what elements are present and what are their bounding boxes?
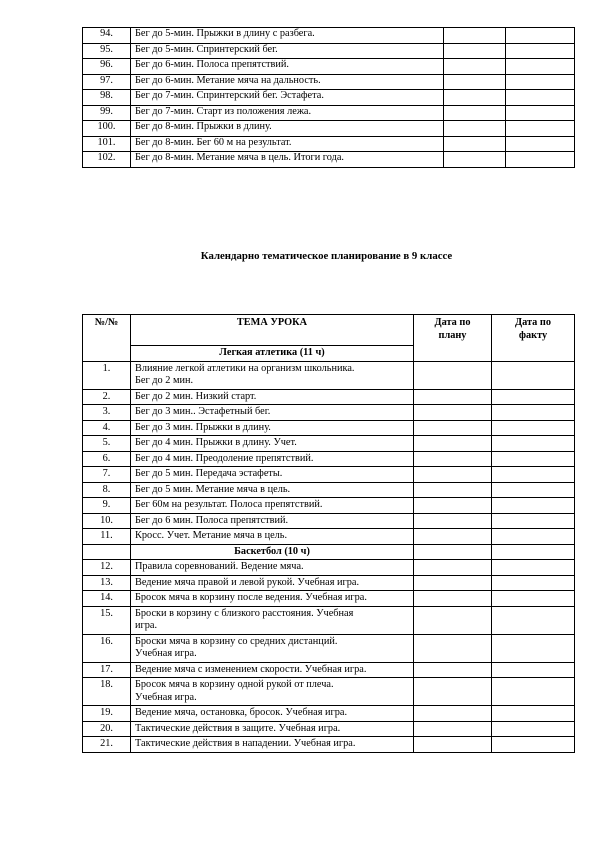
lesson-number: 94. <box>83 28 131 44</box>
lesson-number: 12. <box>83 560 131 576</box>
fact-date-cell <box>492 405 575 421</box>
lesson-number: 96. <box>83 59 131 75</box>
fact-date-cell <box>492 389 575 405</box>
table-row <box>83 28 575 44</box>
header-topic: ТЕМА УРОКА <box>131 315 414 346</box>
lesson-topic <box>131 634 414 662</box>
header-fact-line1: Дата по <box>515 317 551 328</box>
plan-date-cell <box>414 420 492 436</box>
fact-date-cell <box>492 606 575 634</box>
lesson-number: 13. <box>83 575 131 591</box>
fact-date-cell <box>492 420 575 436</box>
lesson-topic-line2: Учебная игра. <box>135 691 197 703</box>
fact-date-cell <box>506 43 575 59</box>
lesson-number: 11. <box>83 529 131 545</box>
section-number-cell <box>83 544 131 560</box>
table-row <box>83 575 575 591</box>
lesson-topic: Бег до 2 мин. Низкий старт. <box>131 389 414 405</box>
plan-date-cell <box>414 706 492 722</box>
table-row <box>83 737 575 753</box>
plan-date-cell <box>414 405 492 421</box>
table-header-row <box>83 315 575 346</box>
lesson-topic: Бег до 6-мин. Метание мяча на дальность. <box>131 74 444 90</box>
plan-date-cell <box>414 436 492 452</box>
lesson-number: 6. <box>83 451 131 467</box>
plan-date-cell <box>414 361 492 389</box>
lesson-topic: Бег до 8-мин. Бег 60 м на результат. <box>131 136 444 152</box>
lesson-topic: Бег до 6-мин. Полоса препятствий. <box>131 59 444 75</box>
lesson-number: 100. <box>83 121 131 137</box>
table-row <box>83 105 575 121</box>
table-row <box>83 591 575 607</box>
lesson-topic: Бросок мяча в корзину после ведения. Учебная игра. <box>131 591 414 607</box>
lesson-topic: Бег до 3 мин.. Эстафетный бег. <box>131 405 414 421</box>
table-row <box>83 136 575 152</box>
table-row <box>83 606 575 634</box>
plan-date-cell <box>414 529 492 545</box>
previous-page-table <box>82 27 575 168</box>
plan-date-cell <box>444 121 506 137</box>
header-number: №/№ <box>83 315 131 362</box>
fact-date-cell <box>506 105 575 121</box>
lesson-number: 10. <box>83 513 131 529</box>
lesson-topic: Бег до 5-мин. Прыжки в длину с разбега. <box>131 28 444 44</box>
lesson-number: 95. <box>83 43 131 59</box>
lesson-number: 17. <box>83 662 131 678</box>
table-row <box>83 121 575 137</box>
fact-date-cell <box>492 529 575 545</box>
plan-date-cell <box>414 513 492 529</box>
lesson-topic: Кросс. Учет. Метание мяча в цель. <box>131 529 414 545</box>
table-row <box>83 560 575 576</box>
header-fact-line2: факту <box>518 329 548 341</box>
lesson-number: 102. <box>83 152 131 168</box>
fact-date-cell <box>506 136 575 152</box>
lesson-number: 101. <box>83 136 131 152</box>
lesson-number: 98. <box>83 90 131 106</box>
lesson-topic: Бег 60м на результат. Полоса препятствий. <box>131 498 414 514</box>
fact-date-cell <box>492 513 575 529</box>
header-plan-date <box>414 315 492 362</box>
lesson-topic: Бег до 4 мин. Преодоление препятствий. <box>131 451 414 467</box>
plan-date-cell <box>414 544 492 560</box>
lesson-topic: Бег до 4 мин. Прыжки в длину. Учет. <box>131 436 414 452</box>
lesson-number: 99. <box>83 105 131 121</box>
lesson-topic <box>131 361 414 389</box>
lesson-topic <box>131 606 414 634</box>
lesson-topic-line1: Броски в корзину с близкого расстояния. Учебная <box>135 607 354 619</box>
lesson-number: 16. <box>83 634 131 662</box>
plan-date-cell <box>444 59 506 75</box>
fact-date-cell <box>492 634 575 662</box>
table-row <box>83 152 575 168</box>
lesson-topic: Бег до 5 мин. Передача эстафеты. <box>131 467 414 483</box>
lesson-number: 4. <box>83 420 131 436</box>
fact-date-cell <box>506 59 575 75</box>
lesson-number: 9. <box>83 498 131 514</box>
plan-date-cell <box>444 74 506 90</box>
table-row <box>83 436 575 452</box>
plan-date-cell <box>444 152 506 168</box>
header-plan-line2: плану <box>438 329 467 341</box>
lesson-topic <box>131 678 414 706</box>
fact-date-cell <box>506 74 575 90</box>
lesson-topic-line1: Броски мяча в корзину со средних дистанций. <box>135 635 338 647</box>
plan-date-cell <box>414 389 492 405</box>
plan-date-cell <box>414 606 492 634</box>
lesson-number: 8. <box>83 482 131 498</box>
lesson-topic: Ведение мяча, остановка, бросок. Учебная игра. <box>131 706 414 722</box>
fact-date-cell <box>492 436 575 452</box>
plan-date-cell <box>414 575 492 591</box>
table-row <box>83 706 575 722</box>
table-row <box>83 389 575 405</box>
fact-date-cell <box>492 560 575 576</box>
lesson-number: 15. <box>83 606 131 634</box>
lesson-topic: Бег до 8-мин. Метание мяча в цель. Итоги года. <box>131 152 444 168</box>
plan-date-cell <box>444 90 506 106</box>
fact-date-cell <box>492 706 575 722</box>
plan-date-cell <box>414 560 492 576</box>
lesson-topic: Тактические действия в нападении. Учебная игра. <box>131 737 414 753</box>
fact-date-cell <box>492 361 575 389</box>
plan-date-cell <box>414 451 492 467</box>
fact-date-cell <box>492 467 575 483</box>
table-row <box>83 90 575 106</box>
lesson-topic: Бег до 5 мин. Метание мяча в цель. <box>131 482 414 498</box>
plan-date-cell <box>414 482 492 498</box>
lesson-number: 2. <box>83 389 131 405</box>
plan-date-cell <box>444 28 506 44</box>
plan-date-cell <box>414 662 492 678</box>
table-row <box>83 482 575 498</box>
table-row <box>83 420 575 436</box>
lesson-topic: Бег до 7-мин. Старт из положения лежа. <box>131 105 444 121</box>
table-row <box>83 721 575 737</box>
table-row <box>83 634 575 662</box>
table-row <box>83 405 575 421</box>
fact-date-cell <box>506 121 575 137</box>
fact-date-cell <box>492 591 575 607</box>
plan-date-cell <box>414 467 492 483</box>
table-row <box>83 678 575 706</box>
lesson-topic: Ведение мяча с изменением скорости. Учебная игра. <box>131 662 414 678</box>
fact-date-cell <box>506 152 575 168</box>
plan-date-cell <box>444 43 506 59</box>
lesson-number: 1. <box>83 361 131 389</box>
fact-date-cell <box>492 498 575 514</box>
lesson-number: 14. <box>83 591 131 607</box>
lesson-topic-line2: Бег до 2 мин. <box>135 375 194 386</box>
table-row <box>83 43 575 59</box>
lesson-topic: Ведение мяча правой и левой рукой. Учебная игра. <box>131 575 414 591</box>
lesson-number: 97. <box>83 74 131 90</box>
table-row <box>83 513 575 529</box>
plan-date-cell <box>414 634 492 662</box>
page-title <box>0 250 595 262</box>
header-plan-line1: Дата по <box>434 317 471 328</box>
plan-date-cell <box>414 591 492 607</box>
lesson-topic: Тактические действия в защите. Учебная игра. <box>131 721 414 737</box>
fact-date-cell <box>492 678 575 706</box>
plan-date-cell <box>444 105 506 121</box>
fact-date-cell <box>492 451 575 467</box>
fact-date-cell <box>506 28 575 44</box>
fact-date-cell <box>492 544 575 560</box>
lesson-topic: Бег до 3 мин. Прыжки в длину. <box>131 420 414 436</box>
lesson-topic-line2: Учебная игра. <box>135 648 197 659</box>
lesson-number: 7. <box>83 467 131 483</box>
plan-date-cell <box>444 136 506 152</box>
lesson-topic: Бег до 7-мин. Спринтерский бег. Эстафета. <box>131 90 444 106</box>
table-row <box>83 529 575 545</box>
fact-date-cell <box>492 482 575 498</box>
lesson-number: 19. <box>83 706 131 722</box>
table-row <box>83 498 575 514</box>
fact-date-cell <box>492 575 575 591</box>
page-title-text: Календарно тематическое планирование в 9 классе <box>200 250 453 262</box>
table-row <box>83 59 575 75</box>
lesson-number: 21. <box>83 737 131 753</box>
lesson-topic: Бег до 8-мин. Прыжки в длину. <box>131 121 444 137</box>
lesson-topic-line1: Бросок мяча в корзину одной рукой от плеча. <box>135 679 334 690</box>
table-row <box>83 74 575 90</box>
table-row <box>83 467 575 483</box>
lesson-topic: Бег до 6 мин. Полоса препятствий. <box>131 513 414 529</box>
lesson-number: 3. <box>83 405 131 421</box>
planning-table <box>82 314 575 753</box>
fact-date-cell <box>492 662 575 678</box>
fact-date-cell <box>492 737 575 753</box>
table-row <box>83 361 575 389</box>
section-athletics: Легкая атлетика (11 ч) <box>131 346 414 362</box>
lesson-number: 18. <box>83 678 131 706</box>
plan-date-cell <box>414 678 492 706</box>
table-row <box>83 451 575 467</box>
lesson-topic-line1: Влияние легкой атлетики на организм школьника. <box>135 362 355 374</box>
lesson-number: 5. <box>83 436 131 452</box>
fact-date-cell <box>492 721 575 737</box>
lesson-number: 20. <box>83 721 131 737</box>
plan-date-cell <box>414 737 492 753</box>
lesson-topic: Правила соревнований. Ведение мяча. <box>131 560 414 576</box>
plan-date-cell <box>414 498 492 514</box>
section-basketball: Баскетбол (10 ч) <box>131 544 414 560</box>
table-row <box>83 662 575 678</box>
plan-date-cell <box>414 721 492 737</box>
lesson-topic: Бег до 5-мин. Спринтерский бег. <box>131 43 444 59</box>
lesson-topic-line2: игра. <box>135 620 158 631</box>
section-row <box>83 544 575 560</box>
header-fact-date <box>492 315 575 362</box>
fact-date-cell <box>506 90 575 106</box>
